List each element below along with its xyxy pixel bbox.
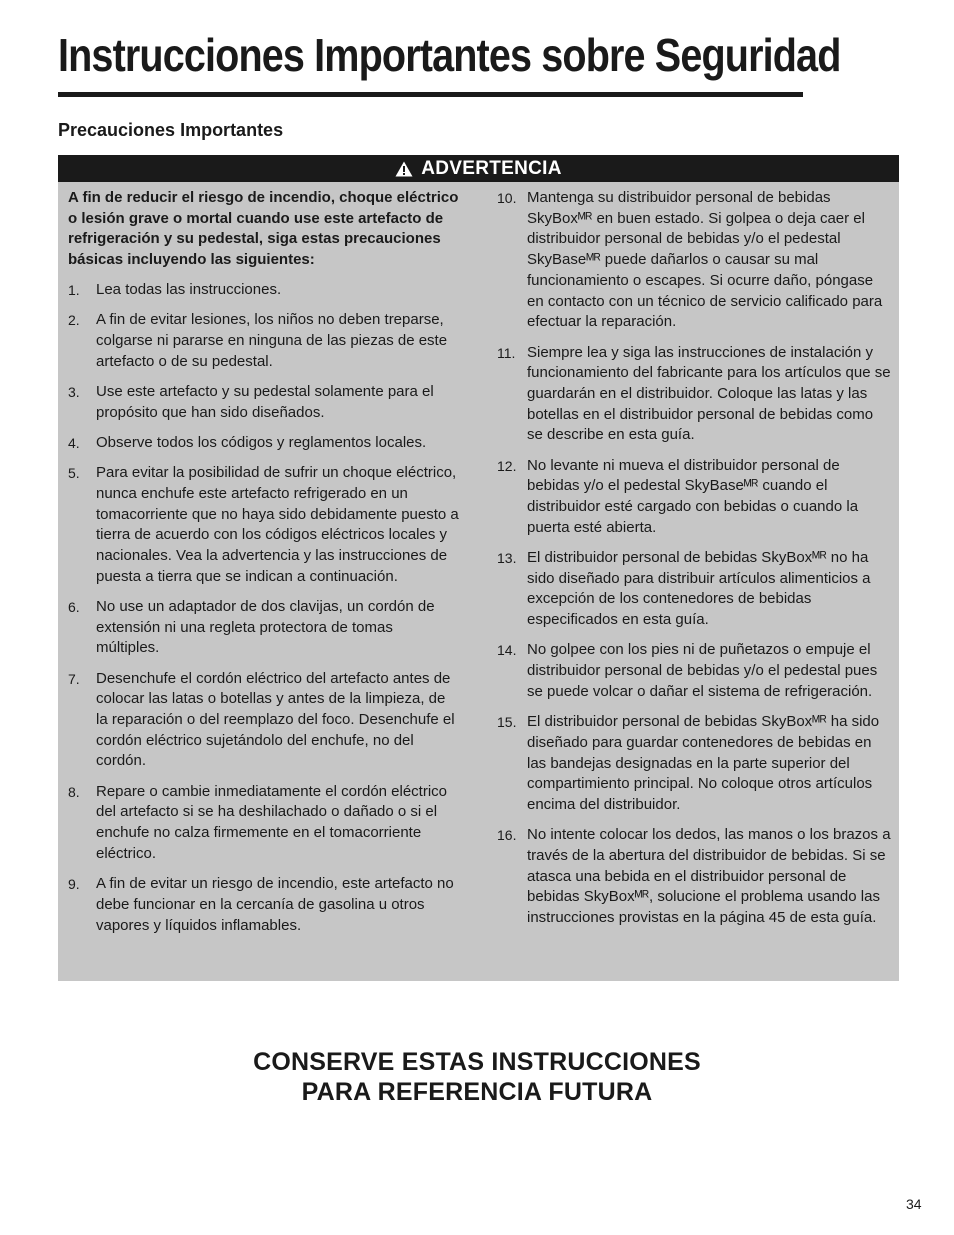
list-item	[68, 669, 460, 773]
list-item-number: 2.	[68, 312, 80, 329]
list-item	[497, 640, 891, 702]
list-item-number: 7.	[68, 670, 80, 687]
warning-right-column	[497, 188, 891, 938]
list-item	[68, 463, 460, 587]
list-item-text: El distribuidor personal de bebidas SkyBoxᴹᴿ no ha sido diseñado para distribuir artículos alimenticios a excepción de los contenedores de bebidas especificados en esta guía.	[527, 549, 871, 629]
list-item-text: A fin de evitar un riesgo de incendio, este artefacto no debe funcionar en la cercanía de gasolina u otros vapores y líquidos inflamables.	[96, 875, 454, 934]
list-item-number: 3.	[68, 383, 80, 400]
list-item	[497, 712, 891, 816]
title-divider	[58, 92, 803, 97]
precautions-list-right	[497, 188, 891, 929]
list-item-text: No levante ni mueva el distribuidor personal de bebidas y/o el pedestal SkyBaseᴹᴿ cuando el distribuidor esté cargado con bebidas o cuando la puerta esté abierta.	[527, 456, 859, 536]
list-item-text: Mantenga su distribuidor personal de bebidas SkyBoxᴹᴿ en buen estado. Si golpea o deja caer el distribuidor personal de bebidas y/o el pedestal SkyBaseᴹᴿ puede dañarlos o causar su mal funcionamiento o escapes. Si ocurre daño, póngase en contacto con un técnico de servicio calificado para efectuar la reparación.	[527, 189, 883, 331]
list-item-number: 8.	[68, 783, 80, 800]
list-item	[68, 382, 460, 423]
list-item	[68, 280, 460, 301]
list-item-number: 10.	[497, 190, 517, 206]
list-item-number: 15.	[497, 714, 517, 731]
list-item-text: Observe todos los códigos y reglamentos locales.	[96, 433, 427, 451]
list-item-text: No use un adaptador de dos clavijas, un cordón de extensión ni una regleta protectora de tomas múltiples.	[96, 597, 435, 657]
list-item-number: 9.	[68, 876, 80, 893]
list-item	[68, 874, 460, 936]
list-item	[497, 825, 891, 929]
page-title: Instrucciones Importantes sobre Seguridad	[58, 29, 841, 81]
list-item	[497, 343, 891, 447]
page-number: 34	[906, 1196, 922, 1212]
list-item-number: 16.	[497, 827, 517, 844]
list-item	[68, 782, 460, 865]
list-item-number: 12.	[497, 457, 517, 474]
list-item-text: A fin de evitar lesiones, los niños no deben treparse, colgarse ni pararse en ninguna de las piezas de este artefacto o de su pedestal.	[96, 311, 448, 370]
warning-intro: A fin de reducir el riesgo de incendio, choque eléctrico o lesión grave o mortal cuando use este artefacto de refrigeración y su pedestal, siga estas precauciones básicas incluyendo las siguientes:	[68, 189, 459, 269]
list-item-text: Lea todas las instrucciones.	[96, 280, 282, 298]
list-item-text: Para evitar la posibilidad de sufrir un choque eléctrico, nunca enchufe este artefacto refrigerado en un tomacorriente que no haya sido debidamente puesto a tierra de acuerdo con los códigos eléctricos locales y nacionales. Vea la advertencia y las instrucciones de puesta a tierra que se indican a continuación.	[96, 464, 459, 585]
warning-left-column	[68, 188, 460, 946]
list-item	[497, 548, 891, 631]
section-subtitle: Precauciones Importantes	[58, 120, 284, 140]
list-item-number: 4.	[68, 434, 80, 451]
list-item-number: 14.	[497, 642, 517, 659]
list-item-text: Use este artefacto y su pedestal solamente para el propósito que han sido diseñados.	[96, 382, 434, 421]
list-item-text: Siempre lea y siga las instrucciones de instalación y funcionamiento del fabricante para los artículos que se guardarán en el distribuidor. Coloque las latas y las botellas en el distribuidor personal de bebidas como se describe en esta guía.	[527, 343, 891, 444]
list-item	[68, 597, 460, 659]
warning-header	[58, 155, 899, 182]
list-item-number: 1.	[68, 281, 80, 298]
list-item	[497, 188, 891, 333]
list-item-text: Repare o cambie inmediatamente el cordón eléctrico del artefacto si se ha deshilachado o dañado o si el enchufe no calza firmemente en el tomacorriente eléctrico.	[96, 782, 448, 862]
list-item	[497, 456, 891, 539]
list-item-text: No intente colocar los dedos, las manos o los brazos a través de la abertura del distribuidor de bebidas. Si se atasca una bebida en el distribuidor personal de bebidas SkyBoxᴹᴿ, solucione el problema usando las instrucciones provistas en la página 45 de esta guía.	[527, 826, 891, 927]
list-item-number: 5.	[68, 465, 80, 482]
warning-label: ADVERTENCIA	[421, 157, 562, 179]
list-item-number: 11.	[497, 344, 516, 361]
list-item-text: Desenchufe el cordón eléctrico del artefacto antes de colocar las latas o botellas y antes de la limpieza, de la reparación o del reemplazo del foco. Desenchufe el cordón eléctrico sujetándolo del enchufe, no del cordón.	[96, 669, 455, 770]
list-item	[68, 310, 460, 372]
save-instructions-line1: CONSERVE ESTAS INSTRUCCIONES	[253, 1048, 701, 1076]
precautions-list-left	[68, 280, 460, 936]
list-item-number: 6.	[68, 598, 80, 615]
warning-box	[58, 155, 899, 981]
warning-triangle-icon	[395, 161, 413, 177]
list-item-text: No golpee con los pies ni de puñetazos o empuje el distribuidor personal de bebidas y/o el pedestal pues se puede volcar o dañar el sistema de refrigeración.	[527, 641, 878, 700]
save-instructions-line2: PARA REFERENCIA FUTURA	[301, 1078, 653, 1106]
list-item	[68, 433, 460, 454]
list-item-text: El distribuidor personal de bebidas SkyBoxᴹᴿ ha sido diseñado para guardar contenedores de bebidas en las bandejas designadas en la parte superior del compartimiento principal. No coloque otros artículos encima del distribuidor.	[527, 713, 880, 813]
save-instructions-note	[0, 1047, 954, 1107]
list-item-number: 13.	[497, 550, 517, 567]
